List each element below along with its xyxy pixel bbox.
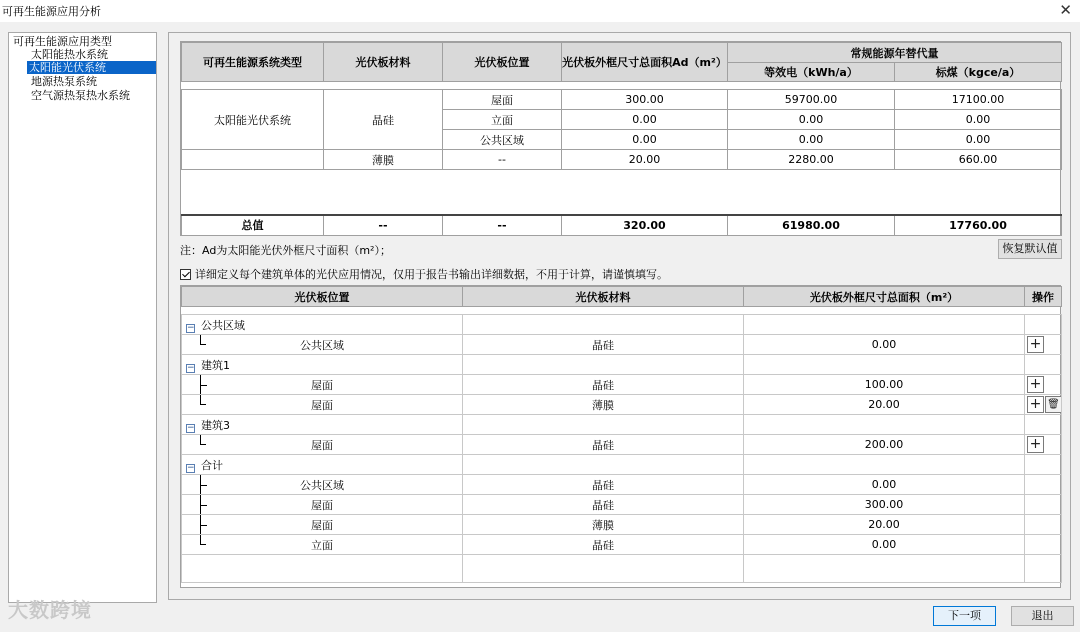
collapse-icon[interactable]: − [187,462,195,473]
type-tree [8,32,157,603]
operation-cell [1025,535,1062,555]
summary-row [182,150,1062,170]
position-cell: 公共区域 [300,478,344,492]
area-cell[interactable]: 0.00 [562,130,728,150]
group-name: 公共区域 [201,318,245,332]
area-cell[interactable]: 0.00 [744,475,1025,495]
area-cell[interactable]: 20.00 [744,395,1025,415]
collapse-icon[interactable]: − [187,422,195,433]
col-system-type: 可再生能源系统类型 [182,43,324,82]
area-cell[interactable]: 300.00 [744,495,1025,515]
tree-connector [200,515,206,535]
area-cell[interactable]: 0.00 [744,535,1025,555]
operation-cell [1025,335,1062,355]
detail-row [182,515,1062,535]
next-button[interactable]: 下一项 [933,606,996,626]
total-label: 总值 [182,215,324,236]
detail-checkbox[interactable] [180,269,191,280]
operation-cell [1025,435,1062,455]
electricity-cell: 0.00 [728,110,895,130]
position-cell: 立面 [311,538,333,552]
empty-row [182,555,1062,583]
material-cell[interactable]: 薄膜 [463,515,744,535]
summary-grid [180,41,1061,236]
detail-checkbox-row[interactable] [180,266,668,282]
detail-group-row [182,415,1062,435]
position-cell: 立面 [443,110,562,130]
area-note: 注：Ad为太阳能光伏外框尺寸面积（m²）； [180,244,391,257]
col-replacement: 常规能源年替代量 [728,43,1062,63]
group-name: 建筑1 [201,358,230,372]
material-cell[interactable]: 晶硅 [463,495,744,515]
add-icon[interactable]: + [1027,436,1044,453]
coal-cell: 0.00 [895,110,1062,130]
area-cell[interactable]: 100.00 [744,375,1025,395]
tree-connector [200,395,206,405]
operation-cell [1025,515,1062,535]
col-area: 光伏板外框尺寸总面积（m²） [744,287,1025,307]
electricity-cell: 2280.00 [728,150,895,170]
delete-icon[interactable]: 🗑 [1045,396,1062,413]
tree-item-solar-pv[interactable]: 太阳能光伏系统 [27,61,156,74]
position-cell: -- [443,150,562,170]
operation-cell [1025,495,1062,515]
detail-row [182,475,1062,495]
detail-row [182,535,1062,555]
tree-connector [200,335,206,345]
main-panel [168,32,1071,600]
col-operation: 操作 [1025,287,1062,307]
material-cell[interactable]: 晶硅 [463,375,744,395]
detail-group-row [182,315,1062,335]
detail-checkbox-label: 详细定义每个建筑单体的光伏应用情况，仅用于报告书输出详细数据，不用于计算，请谨慎填写。 [195,268,668,281]
detail-row [182,395,1062,415]
coal-cell: 660.00 [895,150,1062,170]
area-cell[interactable]: 0.00 [562,110,728,130]
tree-item-solar-water[interactable]: 太阳能热水系统 [31,48,108,61]
add-icon[interactable]: + [1027,336,1044,353]
detail-group-row [182,455,1062,475]
col-panel-position: 光伏板位置 [443,43,562,82]
tree-connector [200,435,206,445]
total-position: -- [443,215,562,236]
position-cell: 屋面 [311,518,333,532]
position-cell: 屋面 [311,398,333,412]
tree-connector [200,535,206,545]
operation-cell [1025,475,1062,495]
total-material: -- [324,215,443,236]
tree-item-air-source[interactable]: 空气源热泵热水系统 [31,89,130,102]
detail-row [182,495,1062,515]
col-material: 光伏板材料 [463,287,744,307]
position-cell: 屋面 [443,90,562,110]
summary-total-row [182,215,1062,236]
tree-connector [200,375,206,395]
material-cell: 晶硅 [324,90,443,150]
coal-cell: 0.00 [895,130,1062,150]
material-cell[interactable]: 晶硅 [463,435,744,455]
electricity-cell: 0.00 [728,130,895,150]
operation-cell [1025,375,1062,395]
system-name: 太阳能光伏系统 [182,90,324,150]
add-icon[interactable]: + [1027,376,1044,393]
position-cell: 公共区域 [300,338,344,352]
exit-button[interactable]: 退出 [1011,606,1074,626]
position-cell: 屋面 [311,438,333,452]
area-cell[interactable]: 20.00 [744,515,1025,535]
summary-row [182,90,1062,110]
restore-defaults-button[interactable]: 恢复默认值 [998,239,1062,259]
area-cell[interactable]: 300.00 [562,90,728,110]
area-cell[interactable]: 20.00 [562,150,728,170]
dialog-body [0,22,1080,632]
detail-row [182,375,1062,395]
col-panel-material: 光伏板材料 [324,43,443,82]
coal-cell: 17100.00 [895,90,1062,110]
material-cell[interactable]: 晶硅 [463,475,744,495]
detail-group-row [182,355,1062,375]
title-bar [0,0,1080,22]
watermark-logo: 大数跨境 [8,598,92,622]
detail-row [182,435,1062,455]
material-cell[interactable]: 晶硅 [463,535,744,555]
position-cell: 屋面 [311,378,333,392]
bottom-bar [0,598,1080,632]
electricity-cell: 59700.00 [728,90,895,110]
detail-row [182,335,1062,355]
area-cell[interactable]: 0.00 [744,335,1025,355]
add-icon[interactable]: + [1027,396,1044,413]
group-name: 合计 [201,458,223,472]
total-coal: 17760.00 [895,215,1062,236]
total-area: 320.00 [562,215,728,236]
material-cell[interactable]: 薄膜 [463,395,744,415]
col-position: 光伏板位置 [182,287,463,307]
tree-connector [200,495,206,515]
tree-item-ground-source[interactable]: 地源热泵系统 [31,75,97,88]
tree-root[interactable]: 可再生能源应用类型 [13,35,112,48]
position-cell: 屋面 [311,498,333,512]
tree-connector [200,475,206,495]
area-cell[interactable]: 200.00 [744,435,1025,455]
close-icon[interactable]: ✕ [1059,1,1072,19]
material-cell[interactable]: 晶硅 [463,335,744,355]
collapse-icon[interactable]: − [187,362,195,373]
group-name: 建筑3 [201,418,230,432]
window-title: 可再生能源应用分析 [2,5,101,18]
material-cell: 薄膜 [324,150,443,170]
total-electricity: 61980.00 [728,215,895,236]
collapse-icon[interactable]: − [187,322,195,333]
col-electricity: 等效电（kWh/a） [728,63,895,82]
position-cell: 公共区域 [443,130,562,150]
col-coal: 标煤（kgce/a） [895,63,1062,82]
col-area: 光伏板外框尺寸总面积Ad（m²） [562,43,728,82]
detail-grid [180,285,1061,588]
operation-cell [1025,395,1062,415]
